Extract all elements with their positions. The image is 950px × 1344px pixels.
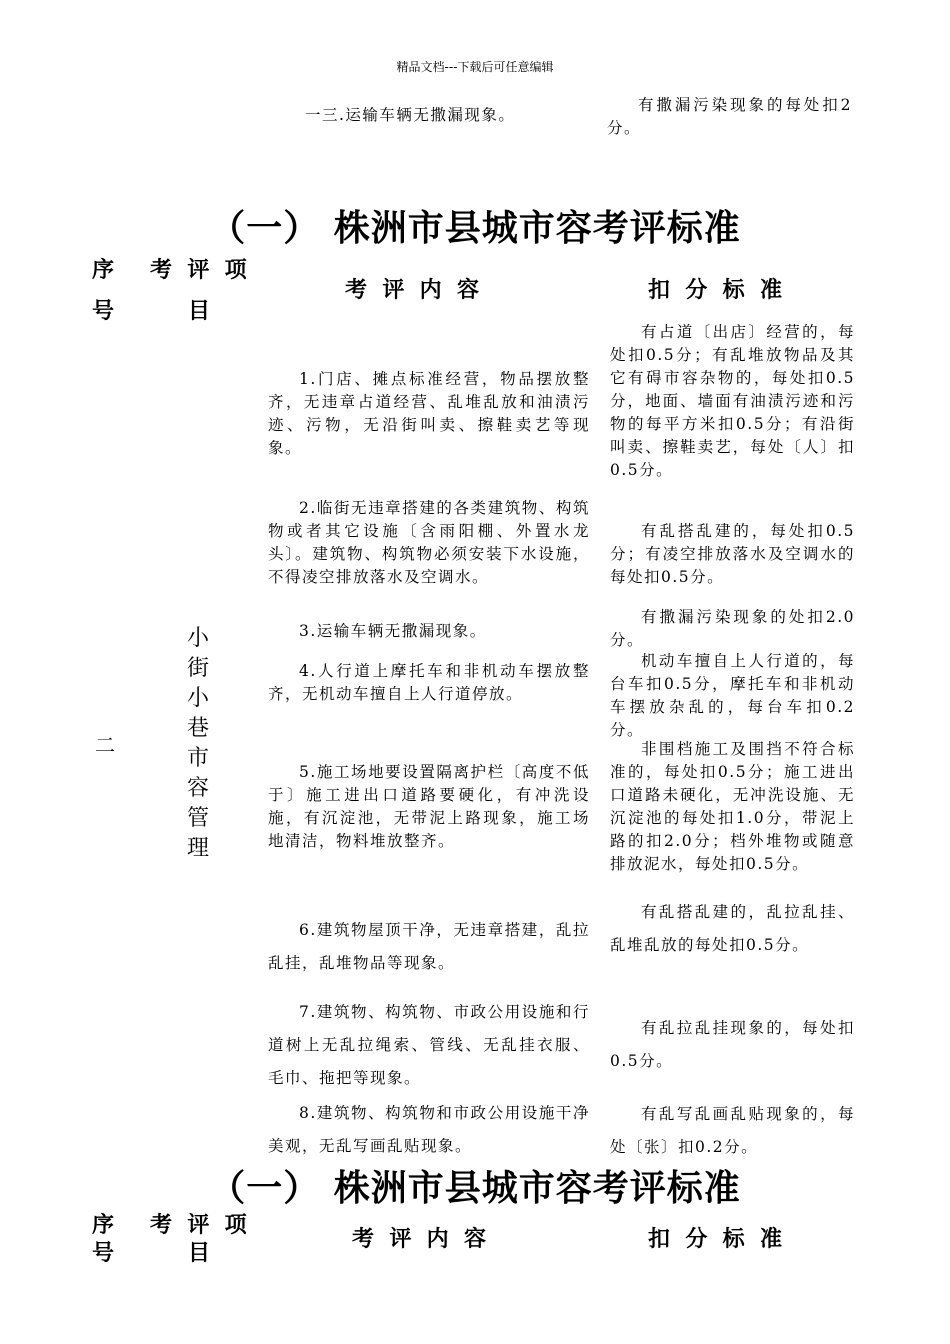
col-standard-header: 扣 分 标 准	[648, 278, 782, 303]
section-name-char: 街	[186, 656, 209, 681]
item-content-2: 2.临街无违章搭建的各类建筑物、构筑物或者其它设施〔含雨阳棚、外置水龙头〕。建筑物、构筑物必须安装下水设施，不得凌空排放落水及空调水。	[268, 499, 590, 586]
section-name-char: 小	[186, 686, 209, 711]
col-standard-header: 扣 分 标 准	[648, 1227, 782, 1252]
page-header: 精品文档---下载后可任意编辑	[396, 60, 554, 74]
page-title-repeat: （一） 株洲市县城市容考评标准	[209, 1168, 741, 1209]
col-xu: 序	[92, 258, 115, 283]
item-standard-3: 有撒漏污染现象的处扣2.0分。	[610, 608, 855, 649]
section-name-char: 管	[186, 806, 209, 831]
item-standard-1: 有占道〔出店〕经营的，每处扣0.5分；有乱堆放物品及其它有碍市容杂物的，每处扣0.5分，地面、墙面有油渍污迹和污物的每平方米扣0.5分；有沿街叫卖、擦鞋卖艺，每处〔人〕扣0.5分。	[610, 323, 855, 479]
section-name-char: 小	[186, 626, 209, 651]
item-standard-5: 非围档施工及围挡不符合标准的，每处扣0.5分；施工进出口道路未硬化，无冲洗设施、无沉淀池的每处扣1.0分，带泥上路的扣2.0分；档外堆物或随意排放泥水，每处扣0.5分。	[610, 740, 855, 873]
section-number: 二	[95, 733, 115, 757]
top-item-standard: 有撒漏污染现象的每处扣2分。	[607, 96, 852, 137]
col-mu: 目	[188, 1241, 211, 1266]
col-hao: 号	[92, 299, 115, 324]
item-standard-6: 有乱搭乱建的，乱拉乱挂、乱堆乱放的每处扣0.5分。	[610, 903, 855, 954]
item-standard-2: 有乱搭乱建的，每处扣0.5分；有凌空排放落水及空调水的每处扣0.5分。	[610, 522, 855, 586]
top-item-content: 一三.运输车辆无撒漏现象。	[305, 106, 516, 124]
item-standard-7: 有乱拉乱挂现象的，每处扣0.5分。	[610, 1019, 855, 1070]
section-name-char: 市	[186, 746, 209, 771]
section-name-char: 理	[186, 836, 209, 861]
item-content-7: 7.建筑物、构筑物、市政公用设施和行道树上无乱拉绳索、管线、无乱挂衣服、毛巾、拖把等现象。	[268, 1003, 590, 1087]
section-name	[183, 624, 213, 864]
col-hao: 号	[92, 1241, 115, 1266]
section-name-char: 容	[186, 776, 209, 801]
item-standard-4: 机动车擅自上人行道的，每台车扣0.5分，摩托车和非机动车摆放杂乱的，每台车扣0.2分。	[610, 652, 855, 739]
section-name-char: 巷	[186, 716, 209, 741]
item-content-8: 8.建筑物、构筑物和市政公用设施干净美观，无乱写画乱贴现象。	[268, 1104, 590, 1155]
col-kaoping: 考 评 项	[150, 258, 247, 283]
page-title: （一） 株洲市县城市容考评标准	[209, 208, 741, 249]
item-content-5: 5.施工场地要设置隔离护栏〔高度不低于〕施工进出口道路要硬化，有冲洗设施，有沉淀池，无带泥上路现象，施工场地清洁，物料堆放整齐。	[268, 763, 590, 850]
item-content-1: 1.门店、摊点标准经营，物品摆放整齐，无违章占道经营、乱堆乱放和油渍污迹、污物，无沿街叫卖、擦鞋卖艺等现象。	[268, 370, 590, 457]
col-content-header: 考 评 内 容	[352, 1227, 486, 1252]
col-mu: 目	[188, 299, 211, 324]
col-xu: 序	[92, 1213, 115, 1238]
item-content-6: 6.建筑物屋顶干净，无违章搭建，乱拉乱挂，乱堆物品等现象。	[268, 921, 590, 972]
col-kaoping: 考 评 项	[150, 1213, 247, 1238]
item-standard-8: 有乱写乱画乱贴现象的，每处〔张〕扣0.2分。	[610, 1105, 855, 1156]
item-content-3: 3.运输车辆无撒漏现象。	[299, 622, 487, 640]
col-content-header: 考 评 内 容	[345, 278, 479, 303]
item-content-4: 4.人行道上摩托车和非机动车摆放整齐，无机动车擅自上人行道停放。	[268, 662, 590, 703]
